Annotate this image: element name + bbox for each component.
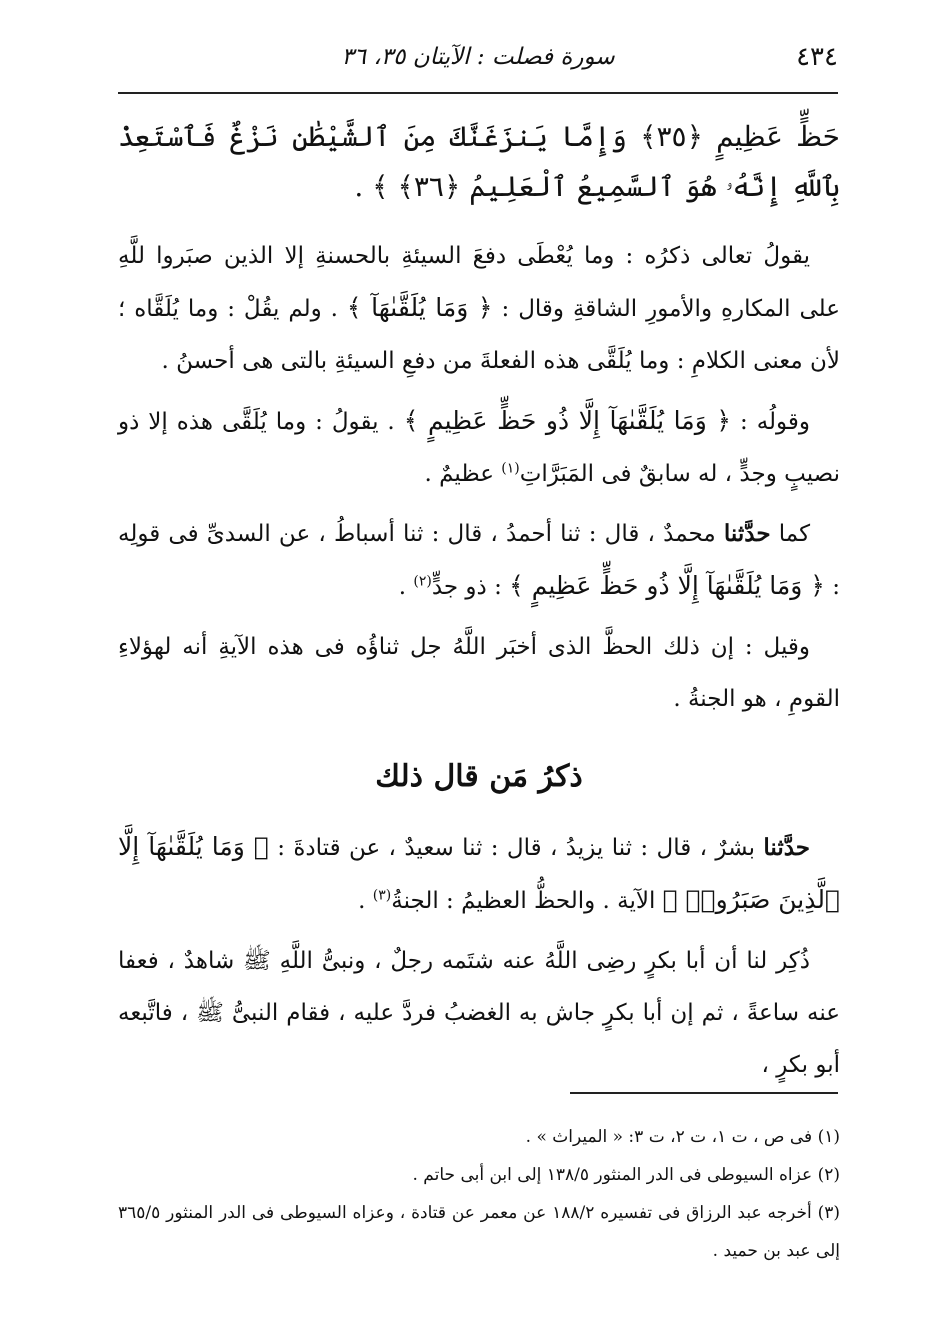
- paragraph-3: [118, 508, 840, 613]
- paragraph-5-text-c: .: [358, 888, 366, 914]
- paragraph-3-text-a: كما: [778, 521, 811, 547]
- quran-verse-block: [118, 112, 840, 212]
- verse-part-1: حَظٍّ عَظِيمٍ: [716, 120, 840, 153]
- paragraph-2-text-c: عظيمٌ .: [424, 461, 494, 487]
- footnote-ref-1: (١): [501, 460, 520, 477]
- footnote-3: (٣) أخرجه عبد الرزاق فى تفسيره ١٨٨/٢ عن معمر عن قتادة ، وعزاه السيوطى فى الدر المنثور ٣٦٥/٥ إلى عبد بن حميد .: [118, 1203, 840, 1261]
- paragraph-3-hadathana: حدَّثنا: [723, 520, 771, 547]
- footnote-1: (١) فى ص ، ت ١، ت ٢، ت ٣: « الميراث » .: [525, 1127, 840, 1147]
- footnote-ref-3: (٣): [372, 887, 392, 904]
- paragraph-1-text-b: . ولم يقُلْ : وما يُلَقَّاه ؛ لأن معنى الكلامِ : وما يُلَقَّى هذه الفعلةَ من دفعِ السيئةِ بالتى هى أحسنُ .: [118, 296, 840, 374]
- footnotes: [118, 1118, 840, 1270]
- paragraph-5: [118, 821, 840, 927]
- paragraph-6-text: ذُكِر لنا أن أبا بكرٍ رضِى اللَّهُ عنه شتَمه رجلٌ ، ونبىُّ اللَّهِ ﷺ شاهدٌ ، فعفا عنه ساعةً ، ثم إن أبا بكرٍ جاش به الغضبُ فردَّ عليه ، فقام النبىُّ ﷺ ، فاتَّبعه أبو بكرٍ ،: [118, 948, 840, 1078]
- paragraph-2-quote: ﴿ وَمَا يُلَقَّىٰهَآ إِلَّا ذُو حَظٍّ عَظِيمٍ ﴾: [403, 406, 732, 435]
- paragraph-5-hadathana: حدَّثنا: [763, 834, 811, 861]
- paragraph-3-text-b: محمدٌ ، قال : ثنا أحمدُ ، قال : ثنا أسباطُ ، عن السدىِّ فى قولِه :: [118, 521, 840, 600]
- paragraph-6: [118, 935, 840, 1091]
- paragraph-3-text-d: .: [398, 574, 407, 600]
- running-title: سورة فصلت : الآيتان ٣٥، ٣٦: [341, 44, 615, 70]
- verse-part-2: وَإِمَّا يَنزَغَنَّكَ مِنَ ٱلشَّيْطَٰنِ نَزْغٌ فَٱسْتَعِذْ بِٱللَّهِ إِنَّهُۥ هُوَ ٱلسَّمِيعُ ٱلْعَلِيمُ: [118, 120, 840, 203]
- paragraph-2: [118, 395, 840, 500]
- footnote-rule: [570, 1092, 838, 1094]
- main-text: [118, 112, 840, 1099]
- header-rule: [118, 92, 838, 94]
- paragraph-1-quote: ﴿ وَمَا يُلَقَّىٰهَآ ﴾: [346, 293, 493, 322]
- paragraph-2-text-a: وقولُه :: [739, 409, 811, 435]
- paragraph-4-text: وقيل : إن ذلك الحظَّ الذى أخبَر اللَّهُ جل ثناؤُه فى هذه الآيةِ أنه لهؤلاءِ القومِ ، هو الجنةُ .: [118, 634, 840, 712]
- footnote-2: (٢) عزاه السيوطى فى الدر المنثور ١٣٨/٥ إلى ابن أبى حاتم .: [412, 1165, 840, 1185]
- paragraph-3-text-c: : ذو جدٍّ: [431, 574, 502, 600]
- paragraph-5-text-a: بشرٌ ، قال : ثنا يزيدُ ، قال : ثنا سعيدٌ ، عن قتادةَ :: [277, 835, 755, 861]
- page-header: [118, 38, 838, 82]
- verse-marker-35: ﴿٣٥﴾: [640, 120, 703, 153]
- verse-end: ﴾ .: [354, 170, 389, 203]
- paragraph-5-quote: ﴿ وَمَا يُلَقَّىٰهَآ إِلَّا ٱلَّذِينَ صَبَرُوا۟ ﴾: [118, 832, 840, 914]
- paragraph-1-text-a: يقولُ تعالى ذكرُه : وما يُعْطَى دفعَ السيئةِ بالحسنةِ إلا الذين صبَروا للَّهِ على المكارهِ والأمورِ الشاقةِ وقال :: [118, 243, 840, 322]
- paragraph-1: [118, 230, 840, 387]
- page-number: ٤٣٤: [796, 42, 838, 72]
- footnote-ref-2: (٢): [413, 573, 432, 590]
- section-heading: ذكرُ مَن قال ذلك: [375, 759, 583, 794]
- paragraph-5-text-b: الآية . والحظُّ العظيمُ : الجنةُ: [391, 888, 656, 914]
- verse-marker-36: ﴿٣٦﴾: [397, 170, 461, 203]
- paragraph-3-quote: ﴿ وَمَا يُلَقَّىٰهَآ إِلَّا ذُو حَظٍّ عَظِيمٍ ﴾: [509, 571, 825, 600]
- paragraph-2-text-b: . يقولُ : وما يُلَقَّى هذه إلا ذو نصيبٍ وجدٍّ ، له سابقٌ فى المَبَرَّاتِ: [118, 409, 840, 487]
- paragraph-4: [118, 621, 840, 725]
